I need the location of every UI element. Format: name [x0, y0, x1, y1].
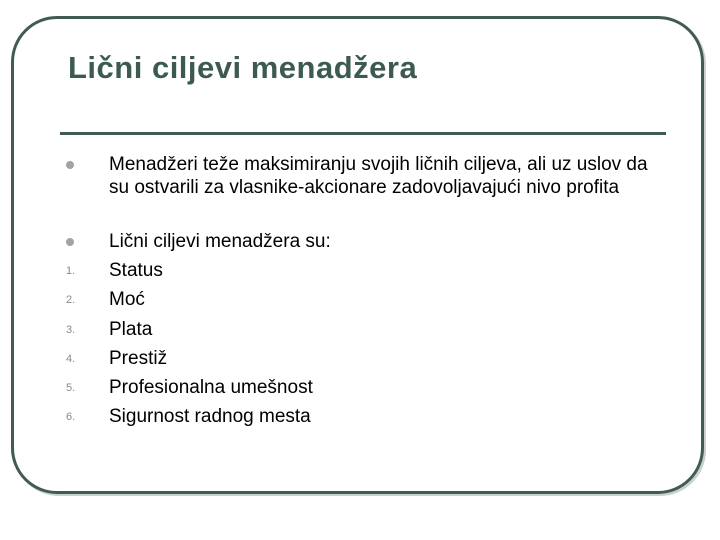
list-item-text: Moć — [109, 289, 145, 310]
list-number: 4. — [66, 353, 76, 365]
slide-title: Lični ciljevi menadžera — [68, 50, 418, 85]
bullet-dot-icon — [66, 161, 74, 169]
list-number: 3. — [66, 324, 76, 336]
list-item-text: Menadžeri teže maksimiranju svojih ličnih ciljeva, ali uz uslov da su ostvarili za vlasnike-akcionare zadovoljavajući nivo profita — [109, 154, 648, 198]
list-item-text: Status — [109, 260, 163, 281]
list-number: 2. — [66, 294, 76, 306]
list-item-text: Plata — [109, 319, 153, 340]
list-item-text: Sigurnost radnog mesta — [109, 406, 311, 427]
list-number: 6. — [66, 411, 76, 423]
list-item-text: Lični ciljevi menadžera su: — [109, 231, 331, 252]
list-number: 1. — [66, 265, 76, 277]
list-number: 5. — [66, 382, 76, 394]
bullet-dot-icon — [66, 238, 74, 246]
title-divider — [60, 132, 666, 135]
list-item-text: Prestiž — [109, 348, 168, 369]
list-item-text: Profesionalna umešnost — [109, 377, 313, 398]
